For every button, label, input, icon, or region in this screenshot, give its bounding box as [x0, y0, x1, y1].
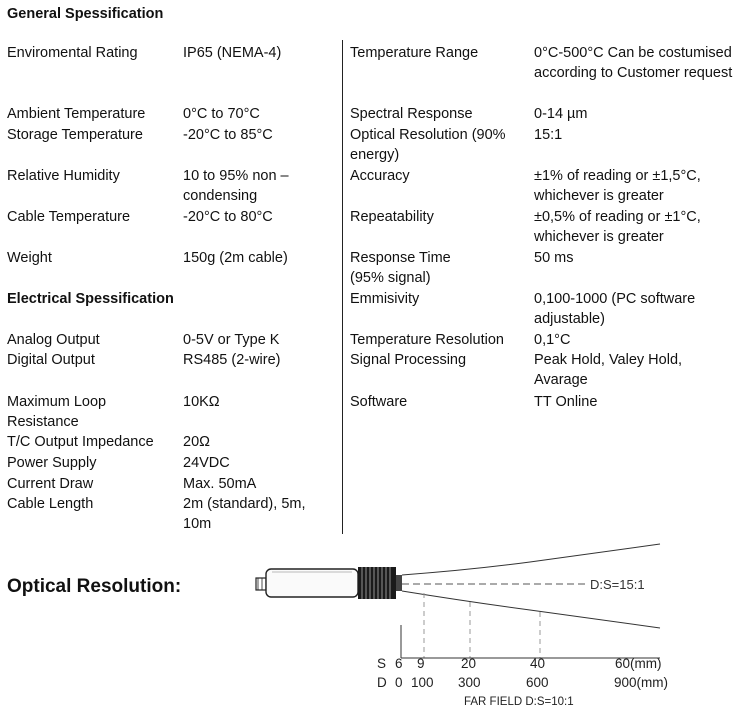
- temp-range-label: Temperature Range: [350, 45, 479, 61]
- s-value-20: 20: [461, 656, 477, 671]
- cable-length-value: 2m (standard), 5m, 10m: [183, 496, 306, 532]
- humidity-value: 10 to 95% non – condensing: [183, 168, 289, 204]
- power-supply-value: 24VDC: [183, 455, 230, 471]
- beam-lower-line: [402, 591, 660, 628]
- analog-output-value: 0-5V or Type K: [183, 332, 280, 348]
- software-label: Software: [350, 394, 408, 410]
- s-value-9: 9: [417, 656, 425, 671]
- column-divider: [342, 40, 343, 534]
- beam-upper-line: [402, 544, 660, 575]
- ambient-temp-value: 0°C to 70°C: [183, 106, 260, 122]
- cable-temp-label: Cable Temperature: [7, 209, 131, 225]
- storage-temp-value: -20°C to 85°C: [183, 127, 273, 143]
- digital-output-label: Digital Output: [7, 352, 95, 368]
- tc-impedance-value: 20Ω: [183, 434, 210, 450]
- ambient-temp-label: Ambient Temperature: [7, 106, 146, 122]
- env-rating-label: Enviromental Rating: [7, 45, 138, 61]
- cable-temp-value: -20°C to 80°C: [183, 209, 273, 225]
- emissivity-label: Emmisivity: [350, 291, 420, 307]
- power-supply-label: Power Supply: [7, 455, 97, 471]
- sensor-thread: [358, 567, 396, 599]
- s-row-label: S: [377, 656, 387, 671]
- d-value-100: 100: [411, 675, 434, 690]
- d-value-300: 300: [458, 675, 481, 690]
- sensor-lens: [396, 575, 402, 591]
- optical-resolution-title: Optical Resolution:: [7, 576, 182, 597]
- sensor-cable-stub: [256, 578, 266, 590]
- d-value-900: 900(mm): [614, 675, 669, 690]
- s-value-40: 40: [530, 656, 546, 671]
- cable-length-label: Cable Length: [7, 496, 94, 512]
- weight-value: 150g (2m cable): [183, 250, 288, 266]
- general-spec-heading: General Spessification: [7, 6, 164, 22]
- d-row-label: D: [377, 675, 387, 690]
- spectral-response-value: 0-14 µm: [534, 106, 588, 122]
- digital-output-value: RS485 (2-wire): [183, 352, 281, 368]
- repeatability-value: ±0,5% of reading or ±1°C, whichever is greater: [534, 209, 701, 245]
- temp-resolution-value: 0,1°C: [534, 332, 571, 348]
- ratio-label: D:S=15:1: [590, 577, 645, 592]
- optical-diagram: [0, 530, 740, 718]
- emissivity-value: 0,100-1000 (PC software adjustable): [534, 291, 696, 327]
- response-time-label: Response Time (95% signal): [350, 250, 451, 286]
- signal-processing-label: Signal Processing: [350, 352, 467, 368]
- current-draw-label: Current Draw: [7, 476, 94, 492]
- optical-resolution-value: 15:1: [534, 127, 563, 143]
- storage-temp-label: Storage Temperature: [7, 127, 143, 143]
- humidity-label: Relative Humidity: [7, 168, 120, 184]
- d-value-0: 0: [395, 675, 403, 690]
- env-rating-value: IP65 (NEMA-4): [183, 45, 282, 61]
- s-value-60: 60(mm): [615, 656, 662, 671]
- d-value-600: 600: [526, 675, 549, 690]
- temp-resolution-label: Temperature Resolution: [350, 332, 504, 348]
- sensor-body: [266, 569, 358, 597]
- analog-output-label: Analog Output: [7, 332, 100, 348]
- s-value-6: 6: [395, 656, 403, 671]
- far-field-label: FAR FIELD D:S=10:1: [464, 696, 574, 708]
- optical-resolution-label: Optical Resolution (90% energy): [350, 127, 506, 163]
- response-time-value: 50 ms: [534, 250, 574, 266]
- software-value: TT Online: [534, 394, 598, 410]
- accuracy-value: ±1% of reading or ±1,5°C, whichever is greater: [534, 168, 701, 204]
- temp-range-value: 0°C-500°C Can be costumised according to Customer request: [534, 45, 733, 81]
- weight-label: Weight: [7, 250, 52, 266]
- loop-resistance-label: Maximum Loop Resistance: [7, 394, 107, 430]
- spectral-response-label: Spectral Response: [350, 106, 473, 122]
- accuracy-label: Accuracy: [350, 168, 410, 184]
- current-draw-value: Max. 50mA: [183, 476, 257, 492]
- signal-processing-value: Peak Hold, Valey Hold, Avarage: [534, 352, 683, 388]
- tc-impedance-label: T/C Output Impedance: [7, 434, 154, 450]
- electrical-spec-heading: Electrical Spessification: [7, 291, 174, 307]
- loop-resistance-value: 10KΩ: [183, 394, 220, 410]
- repeatability-label: Repeatability: [350, 209, 434, 225]
